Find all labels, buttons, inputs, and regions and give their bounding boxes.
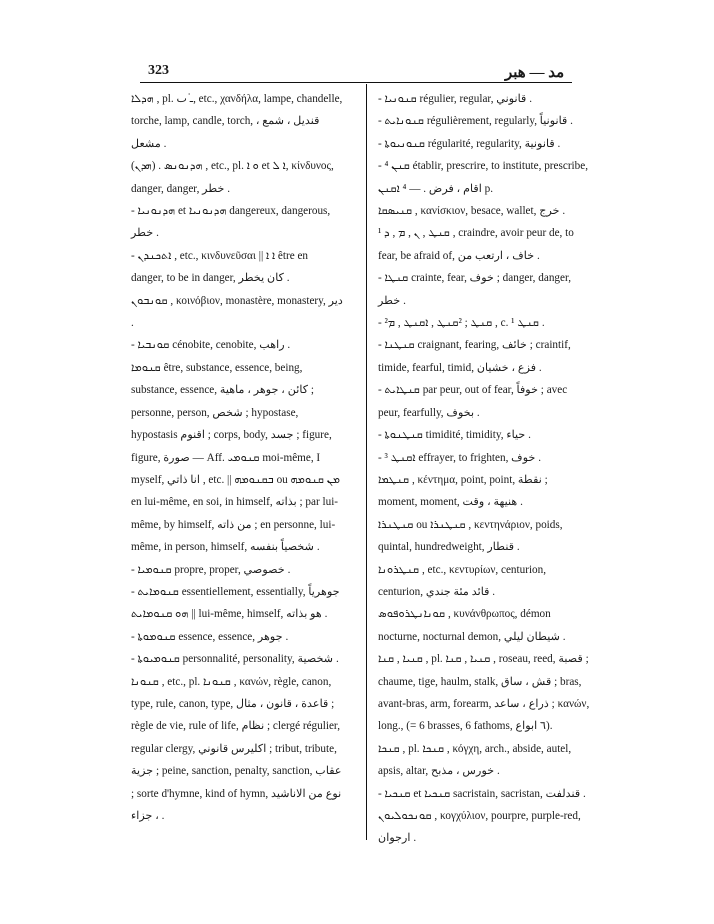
dictionary-entry: ܩܢܟܐ , pl. ܩܢܟܐ , κόγχη, arch., abside, autel, apsis, altar, خورس ، مذبح . (378, 742, 572, 778)
dictionary-entry: ܩܢܝܐ , ܩܢܐ , pl. ܩܢܝܐ , ܩܢܐ , roseau, reed, قصبة ; chaume, tige, haulm, stalk, قش ، ساق ; bras, avant-bras, arm, forearm, ذراع ، ساعد ; κανών, long., (= 6 brasses, 6 fathoms, ٦ ابواع). (378, 653, 590, 733)
dictionary-entry: - ܐܬܟܢܕܢ , etc., κινδυνεῦσαι || ܐ ܐ être en danger, to be in danger, كان يخطر . (131, 249, 309, 285)
dictionary-entry: ܩܘܢܒܘܢ , κοινόβιον, monastère, monastery, دير . (131, 294, 343, 330)
dictionary-entry: - ܩܢܘܢܝܘܬܐ régularité, regularity, قانونية . (378, 137, 561, 150)
column-divider (366, 84, 367, 840)
right-column (378, 88, 590, 850)
dictionary-entry: ܩܢܛܡܐ , κέντημα, point, point, نقطة ; moment, moment, هنيهة ، وقت . (378, 473, 548, 509)
header-rule (140, 82, 572, 83)
dictionary-entry: - ܩܢܘܡܐܝܬ essentiellement, essentially, جوهرياً || ܗܘ ܩܢܘܡܐܝܬ lui-même, himself, هو بذاته . (131, 585, 340, 621)
dictionary-entry: - ܩܢܛܢܐ craignant, fearing, خائف ; craintif, timide, fearful, timid, فزع ، خشيان . (378, 339, 571, 374)
dictionary-entry: - ܩܢܟܝܐ et ܩܢܟܝܐ sacristain, sacristan, قندلفت . (378, 787, 586, 800)
dictionary-entry: - ³ ܐܩܢܛ effrayer, to frighten, خوف . (378, 451, 542, 464)
left-column (131, 88, 343, 827)
dictionary-entry: ܩܢܝܣܩܐ , κανίσκιον, besace, wallet, خرج . (378, 205, 566, 218)
dictionary-entry: - ܩܢܛܐܝܬ par peur, out of fear, خوفاً ; avec peur, fearfully, بخوف . (378, 384, 568, 419)
dictionary-entry: ܩܢܛܪܘܢܐ , etc., κεντυρίων, centurion, centurion, قائد مئة جندي . (378, 563, 547, 598)
dictionary-entry: ܩܢܘܡܐ être, substance, essence, being, substance, essence, كائن ، جوهر ، ماهية ; personne, person, شخص ; hypostase, hypostasis اقنوم ; corps, body, جسد ; figure, figure, صورة — Aff. ܩܢܘܡܝ moi-même, I myself, انا ذاتي , etc. || ܒܩܢܘܡܗ ou ܡܢ ܩܢܘܡܗ en lui-même, en soi, in himself, بذاته ; par lui-même, by himself, من ذاته ; en personne, lui-même, in person, himself, شخصياً بنفسه . (131, 361, 341, 554)
dictionary-entry: - ܩܢܘܢܐܝܬ régulièrement, regularly, قانونياً . (378, 115, 573, 128)
page-number: 323 (148, 63, 169, 78)
dictionary-entry: - ܩܢܘܡܝܐ propre, proper, خصوصي . (131, 563, 291, 576)
dictionary-entry: - ܩܢܛܐ crainte, fear, خوف ; danger, danger, خطر . (378, 272, 572, 307)
dictionary-entry: - ܩܢܛܢܘܬܐ timidité, timidity, حياء . (378, 429, 531, 442)
dictionary-entry: ¹ ܩܢܛ , ܢ , ܡ , ܕ , craindre, avoir peur de, to fear, be afraid of, خاف ، ارتعب من . (378, 227, 574, 262)
dictionary-entry: ܩܢܘܢܐ , etc., pl. ܩܢܘܢܐ , κανών, règle, canon, type, rule, canon, type, قاعدة ، قانون ، مثال ; règle de vie, rule of life, نظام ; clergé régulier, regular clergy, اكليرس قانوني ; tribut, tribute, جزية ; peine, sanction, penalty, sanction, عقاب ; sorte d'hymne, kind of hymn, نوع من الاناشيد ، جزاء . (131, 675, 342, 822)
dictionary-entry: - ܩܢܘܡܘܬܐ essence, essence, جوهر . (131, 630, 289, 643)
dictionary-entry: ܩܢܛܢܪܐ ou ܩܢܛܢܪܐ , κεντηνάριον, poids, quintal, hundredweight, قنطار . (378, 518, 563, 554)
dictionary-entry: - ܩܢܘܡܝܘܬܐ personnalité, personality, شخصية . (131, 653, 339, 666)
running-head: مد — هبر (505, 65, 565, 81)
dictionary-entry: ܩܘܢܟܘܠܝܘܢ , κογχύλιον, pourpre, purple-red, ارجوان . (378, 810, 581, 845)
dictionary-entry: (ܗܕܢ) . ܗܕܢܘܢܣ , etc., pl. ܘ ܐ et ܐ ܠ, κίνδυνος, danger, danger, خطر . (131, 160, 334, 195)
dictionary-entry: - ܗܕܢܘܢܝܐ et ܗܕܢܘܢܝܐ dangereux, dangerous, خطر . (131, 205, 331, 240)
dictionary-entry: - ⁴ ܩܢܢ établir, prescrire, to institute, prescribe, اقام ، فرض . — ⁴ ܐܩܢܢ p. (378, 160, 589, 195)
dictionary-entry: ܩܘܢܐܢܛܪܘܦܘܣ , κυνάνθρωπος, démon nocturne, nocturnal demon, شيطان ليلي . (378, 608, 566, 643)
dictionary-entry: - ܩܘܢܒܝܐ cénobite, cenobite, راهب . (131, 339, 291, 352)
dictionary-entry: - ²ܩܢܛ ; ²ܩܢܛ , ܐܩܢܛ , ܡ , c. ¹ ܩܢܛ . (378, 317, 545, 330)
dictionary-entry: ܗܕܠܐ , pl. ـ͘ ٮ, etc., χανδήλα, lampe, chandelle, torche, lamp, candle, torch, قنديل ، شمع ، مشعل . (131, 93, 343, 150)
dictionary-entry: - ܩܢܘܢܝܐ régulier, regular, قانوني . (378, 93, 532, 105)
